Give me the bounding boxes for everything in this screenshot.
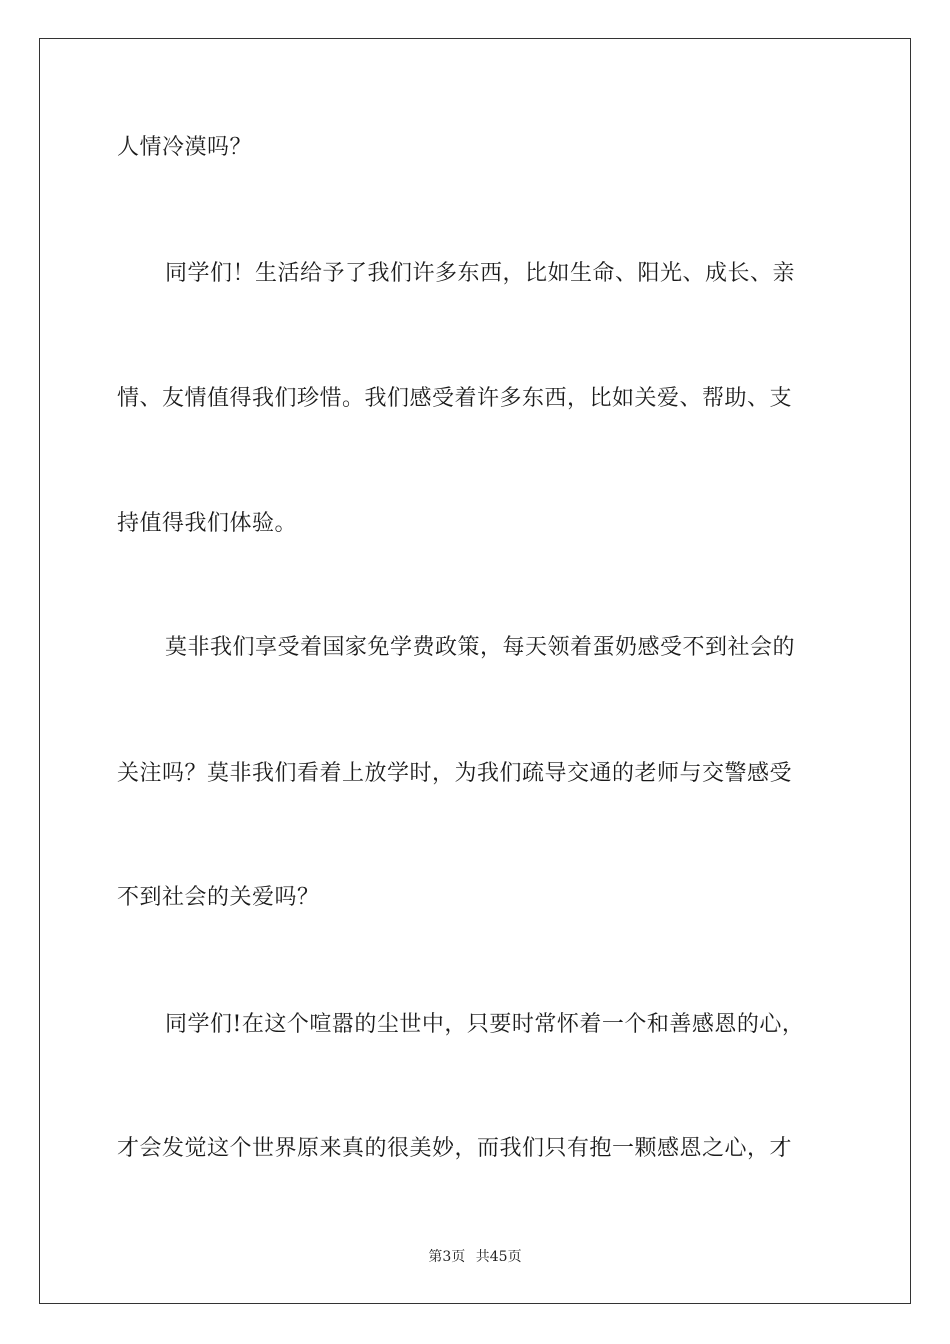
- body-text-line: 才会发觉这个世界原来真的很美妙，而我们只有抱一颗感恩之心，才: [117, 1136, 793, 1161]
- body-text-line: 关注吗？莫非我们看着上放学时，为我们疏导交通的老师与交警感受: [117, 761, 793, 786]
- current-page-number: 第3页: [428, 1249, 466, 1265]
- body-text-line: 不到社会的关爱吗？: [117, 885, 320, 910]
- body-text-line: 同学们！生活给予了我们许多东西，比如生命、阳光、成长、亲: [165, 261, 796, 286]
- body-text-line: 情、友情值得我们珍惜。我们感受着许多东西，比如关爱、帮助、支: [117, 386, 793, 411]
- page-footer: [0, 1246, 950, 1266]
- body-text-line: 人情冷漠吗？: [117, 135, 253, 160]
- body-text-line: 莫非我们享受着国家免学费政策，每天领着蛋奶感受不到社会的: [165, 635, 796, 660]
- body-text-line: 持值得我们体验。: [117, 511, 298, 536]
- total-pages: 共45页: [475, 1249, 522, 1265]
- page-border: [39, 38, 911, 1304]
- body-text-line: 同学们!在这个喧嚣的尘世中，只要时常怀着一个和善感恩的心，: [165, 1012, 805, 1037]
